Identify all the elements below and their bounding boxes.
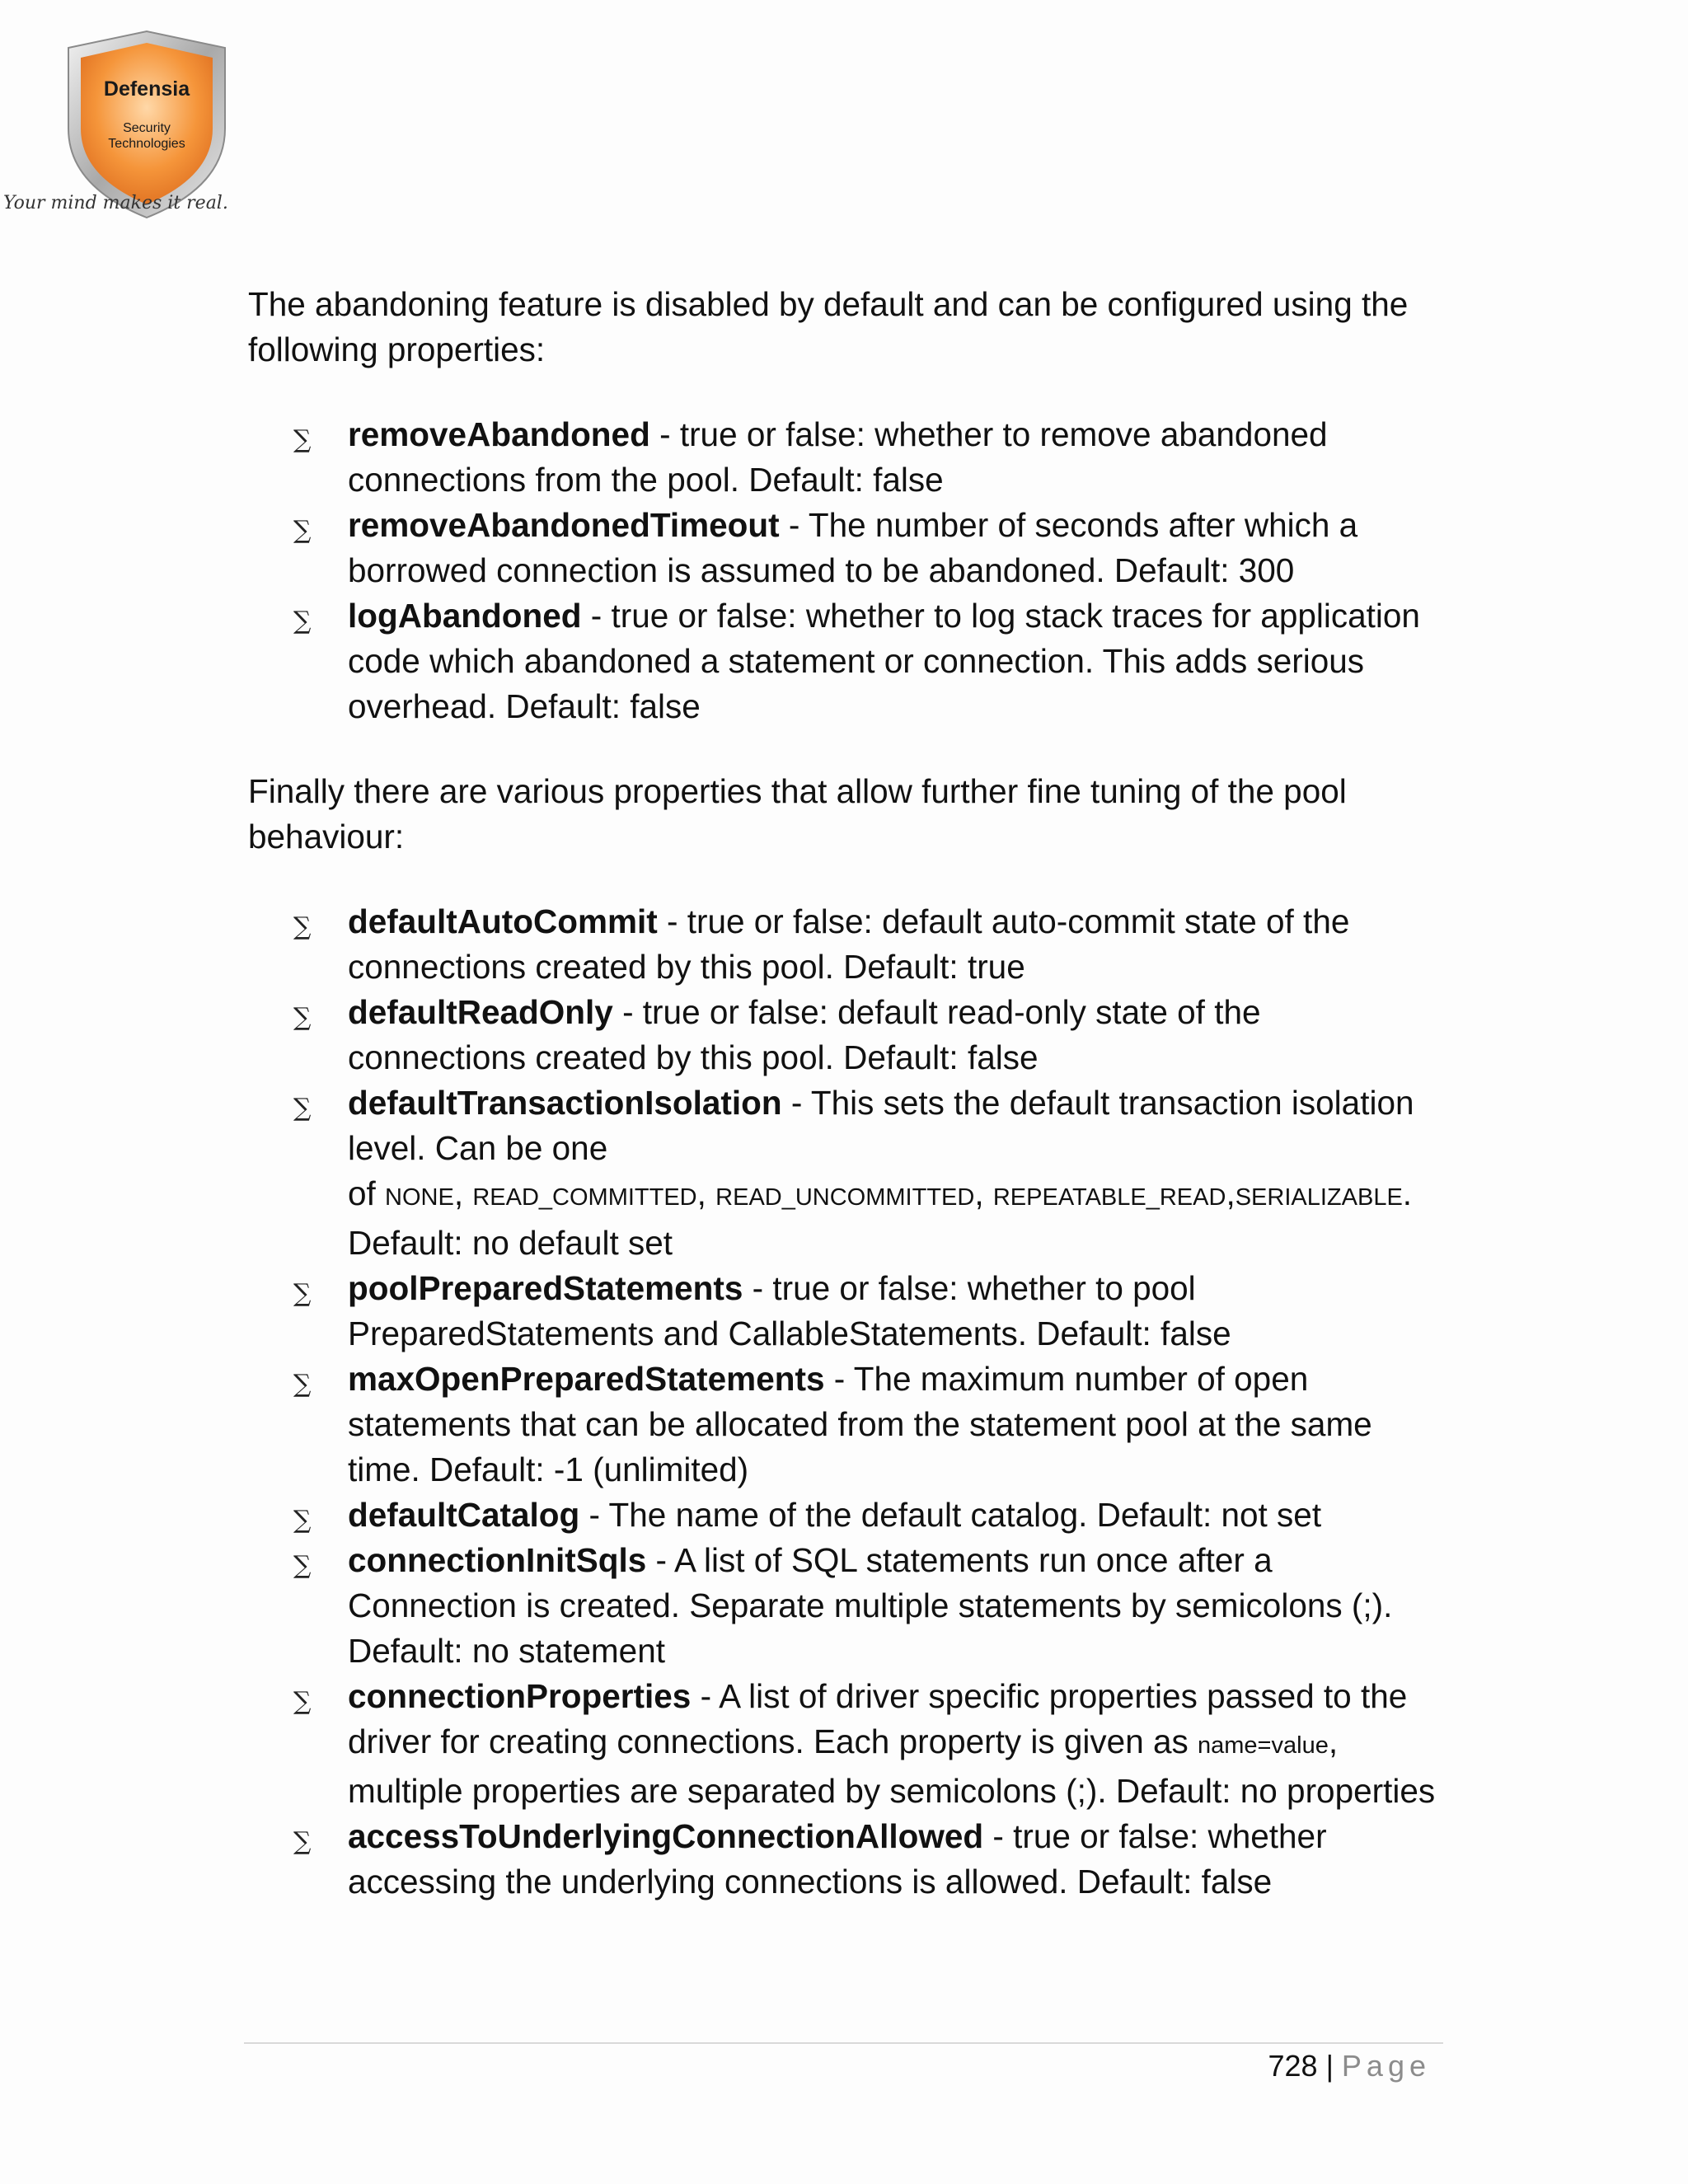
list-item — [248, 593, 1443, 729]
separator: , — [1226, 1174, 1236, 1212]
footer-divider — [244, 2042, 1443, 2044]
bullet-icon: ∑ — [293, 1279, 312, 1308]
property-description: - true or false: whether to pool PreparedStatements and CallableStatements. Default: false — [348, 1269, 1231, 1352]
property-description: - A list of driver specific properties passed to the driver for creating connections. Each property is given as — [348, 1677, 1408, 1760]
property-name: defaultTransactionIsolation — [348, 1084, 782, 1122]
list-item — [248, 990, 1443, 1080]
tuning-properties-list — [248, 899, 1443, 1905]
page-body — [248, 282, 1443, 1905]
property-description: - true or false: whether to log stack traces for application code which abandoned a statement or connection. This adds serious overhead. Default: false — [348, 597, 1420, 725]
page-label: Page — [1341, 2049, 1431, 2083]
logo-tagline: Your mind makes it real. — [3, 193, 228, 213]
property-description: - The name of the default catalog. Default: not set — [579, 1496, 1322, 1534]
separator: , — [974, 1174, 993, 1212]
separator: , — [453, 1174, 473, 1212]
bullet-icon: ∑ — [293, 1003, 312, 1032]
property-description: - This sets the default transaction isolation level. Can be one — [348, 1084, 1414, 1167]
property-name: defaultCatalog — [348, 1496, 580, 1534]
property-name: connectionInitSqls — [348, 1541, 647, 1579]
property-name: accessToUnderlyingConnectionAllowed — [348, 1817, 984, 1855]
bullet-icon: ∑ — [293, 425, 312, 454]
list-item — [248, 1080, 1443, 1266]
logo-subtitle-1: Security — [123, 121, 171, 135]
company-logo — [56, 30, 237, 260]
isolation-value: READ_UNCOMMITTED — [715, 1184, 975, 1211]
list-item — [248, 1493, 1443, 1538]
page-footer — [1268, 2046, 1431, 2087]
list-item — [248, 1674, 1443, 1814]
list-item — [248, 899, 1443, 990]
property-name: removeAbandoned — [348, 415, 650, 453]
property-name: defaultAutoCommit — [348, 902, 658, 940]
intro-paragraph: The abandoning feature is disabled by default and can be configured using the following properties: — [248, 285, 1409, 368]
property-default: Default: no default set — [348, 1224, 673, 1262]
property-description-cont: , multiple properties are separated by semicolons (;). Default: no properties — [348, 1722, 1436, 1810]
period: . — [1402, 1174, 1413, 1212]
shield-icon — [56, 30, 237, 219]
code-sample: name=value — [1198, 1732, 1329, 1759]
list-item — [248, 1357, 1443, 1493]
bullet-icon: ∑ — [293, 1370, 312, 1399]
isolation-value: READ_COMMITTED — [472, 1184, 697, 1211]
property-name: logAbandoned — [348, 597, 582, 635]
property-name: connectionProperties — [348, 1677, 692, 1715]
list-item — [248, 412, 1443, 503]
bullet-icon: ∑ — [293, 1827, 312, 1856]
list-item — [248, 1538, 1443, 1674]
isolation-value: REPEATABLE_READ — [992, 1184, 1226, 1211]
bullet-icon: ∑ — [293, 912, 312, 941]
property-name: poolPreparedStatements — [348, 1269, 743, 1307]
bullet-icon: ∑ — [293, 1551, 312, 1580]
isolation-value: NONE — [385, 1184, 454, 1211]
list-item — [248, 1814, 1443, 1905]
abandon-properties-list — [248, 412, 1443, 729]
logo-name: Defensia — [103, 77, 190, 101]
isolation-value: SERIALIZABLE — [1235, 1184, 1403, 1211]
list-item — [248, 503, 1443, 593]
footer-separator: | — [1317, 2049, 1342, 2083]
page-number: 728 — [1268, 2049, 1318, 2083]
bullet-icon: ∑ — [293, 1687, 312, 1716]
list-item — [248, 1266, 1443, 1357]
property-name: maxOpenPreparedStatements — [348, 1360, 825, 1398]
bullet-icon: ∑ — [293, 1506, 312, 1535]
property-description: - true or false: whether to remove abandoned connections from the pool. Default: false — [348, 415, 1328, 499]
tuning-paragraph: Finally there are various properties that allow further fine tuning of the pool behaviour: — [248, 772, 1347, 855]
property-description: - true or false: default auto-commit state of the connections created by this pool. Default: true — [348, 902, 1350, 986]
of-text: of — [348, 1174, 386, 1212]
bullet-icon: ∑ — [293, 1094, 312, 1122]
property-name: defaultReadOnly — [348, 993, 613, 1031]
property-name: removeAbandonedTimeout — [348, 506, 780, 544]
property-description: - A list of SQL statements run once after a Connection is created. Separate multiple statements by semicolons (;). Default: no statement — [348, 1541, 1393, 1670]
bullet-icon: ∑ — [293, 607, 312, 635]
logo-subtitle-2: Technologies — [108, 137, 185, 151]
property-description: - The number of seconds after which a borrowed connection is assumed to be abandoned. Default: 300 — [348, 506, 1358, 589]
property-description: - true or false: whether accessing the underlying connections is allowed. Default: false — [348, 1817, 1327, 1900]
property-description: - The maximum number of open statements that can be allocated from the statement pool at the same time. Default: -1 (unlimited) — [348, 1360, 1372, 1488]
bullet-icon: ∑ — [293, 516, 312, 545]
property-description: - true or false: default read-only state of the connections created by this pool. Default: false — [348, 993, 1261, 1076]
separator: , — [696, 1174, 716, 1212]
